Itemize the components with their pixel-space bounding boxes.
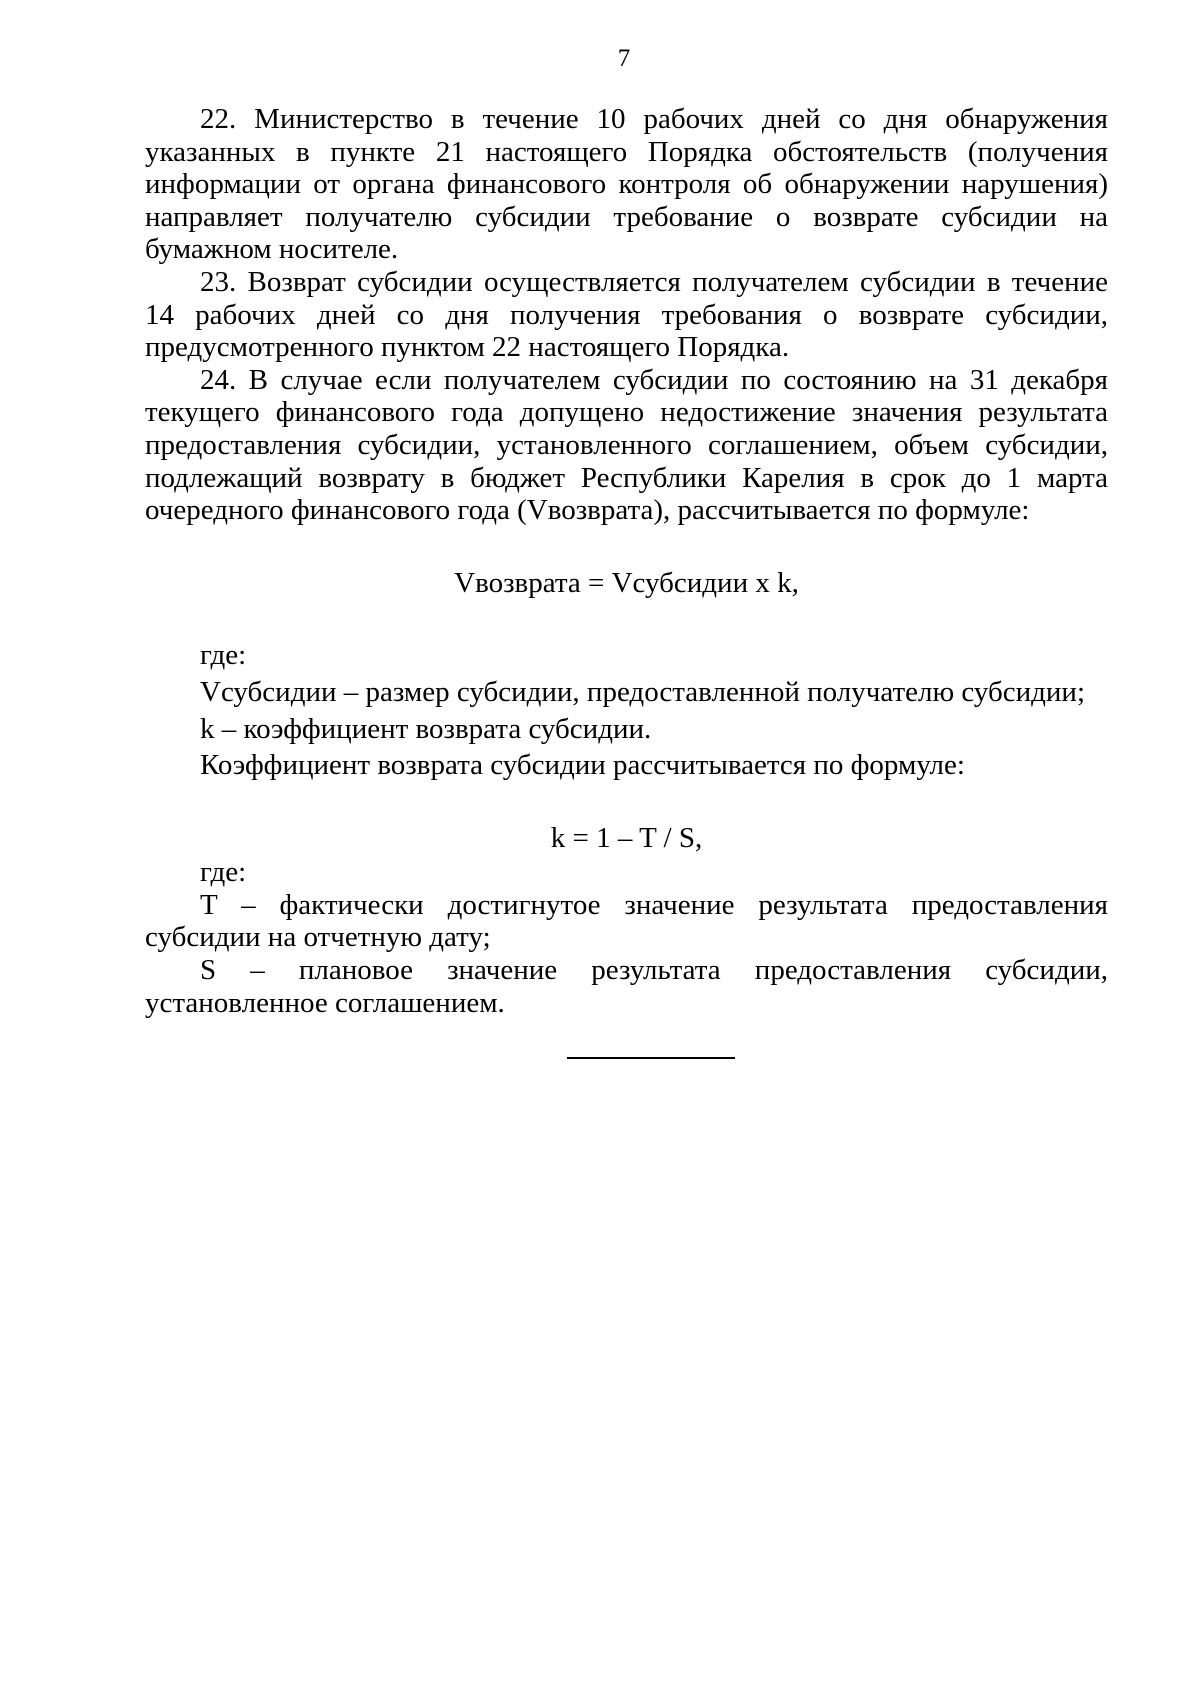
paragraph-24: 24. В случае если получателем субсидии по состоянию на 31 декабря текущего финансового года допущено недостижение значения результата предоставления субсидии, установленного соглашением, объем субсидии, подлежащий возврату в бюджет Республики Карелия в срок до 1 марта очередного финансового года (Vвозврата), рассчитывается по формуле: — [145, 363, 1108, 527]
paragraph-23: 23. Возврат субсидии осуществляется получателем субсидии в течение 14 рабочих дней со дня получения требования о возврате субсидии, предусмотренного пунктом 22 настоящего Порядка. — [145, 265, 1108, 364]
document-body — [145, 103, 1108, 1059]
definition-k: k – коэффициент возврата субсидии. — [200, 712, 652, 745]
definition-s: S – плановое значение результата предоставления субсидии, установленное соглашением. — [145, 954, 1108, 1019]
formula-return-volume: Vвозврата = Vсубсидии x k, — [454, 566, 799, 599]
formula-coefficient: k = 1 – T / S, — [550, 821, 703, 854]
page-number: 7 — [617, 45, 631, 72]
definition-t: T – фактически достигнутое значение результата предоставления субсидии на отчетную дату; — [145, 888, 1108, 954]
definition-vsubsidii: Vсубсидии – размер субсидии, предоставленной получателю субсидии; — [200, 675, 1085, 708]
where-label-1: где: — [200, 639, 247, 672]
where-label-2: где: — [200, 856, 247, 889]
end-of-document-rule — [567, 1057, 735, 1059]
coefficient-intro: Коэффициент возврата субсидии рассчитывается по формуле: — [200, 749, 965, 782]
paragraph-22: 22. Министерство в течение 10 рабочих дней со дня обнаружения указанных в пункте 21 настоящего Порядка обстоятельств (получения информации от органа финансового контроля об обнаружении нарушения) направляет получателю субсидии требование о возврате субсидии на бумажном носителе. — [145, 103, 1108, 266]
